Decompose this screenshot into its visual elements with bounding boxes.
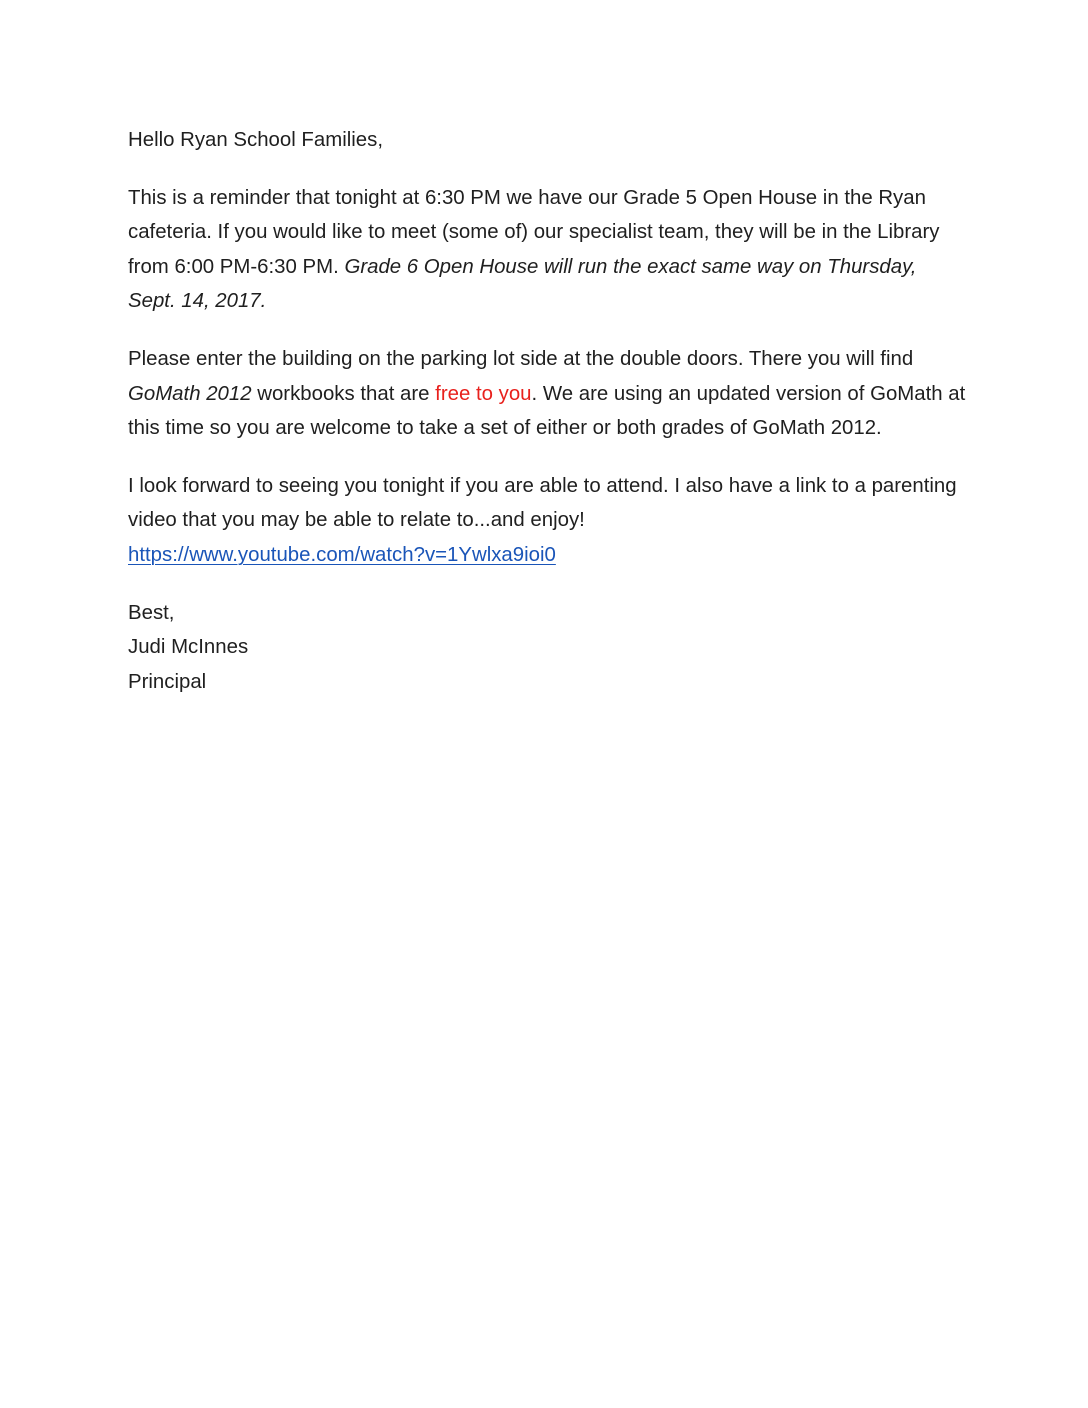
signature-name: Judi McInnes: [128, 636, 249, 659]
free-to-you-highlight: free to you: [435, 382, 532, 405]
greeting: Hello Ryan School Families,: [128, 129, 383, 151]
workbooks-text-c: . We are using an updated version of GoMath at this time so you are welcome to take a set of either or both grades of GoMath 2012.: [128, 382, 966, 440]
open-house-text: This is a reminder that tonight at 6:30 PM we have our Grade 5 Open House in the Ryan cafeteria. If you would like to meet (some of) our specialist team, they will be in the Library from 6:00 PM-6:30 PM.: [128, 186, 940, 278]
video-text: I look forward to seeing you tonight if you are able to attend. I also have a link to a parenting video that you may be able to relate to...and enjoy!: [128, 474, 957, 532]
paragraph-open-house: [128, 181, 968, 319]
youtube-link[interactable]: https://www.youtube.com/watch?v=1Ywlxa9ioi0: [128, 543, 556, 566]
signature-title: Principal: [128, 670, 207, 693]
grade6-note: Grade 6 Open House will run the exact same way on Thursday, Sept. 14, 2017.: [128, 255, 917, 313]
closing: Best,: [128, 601, 175, 624]
letter-body: [128, 123, 968, 699]
paragraph-workbooks: [128, 342, 968, 446]
workbooks-text-a: Please enter the building on the parking lot side at the double doors. There you will find: [128, 347, 914, 370]
paragraph-video: [128, 469, 968, 573]
workbooks-text-b: workbooks that are: [251, 382, 436, 405]
gomath-title: GoMath 2012: [128, 382, 252, 405]
